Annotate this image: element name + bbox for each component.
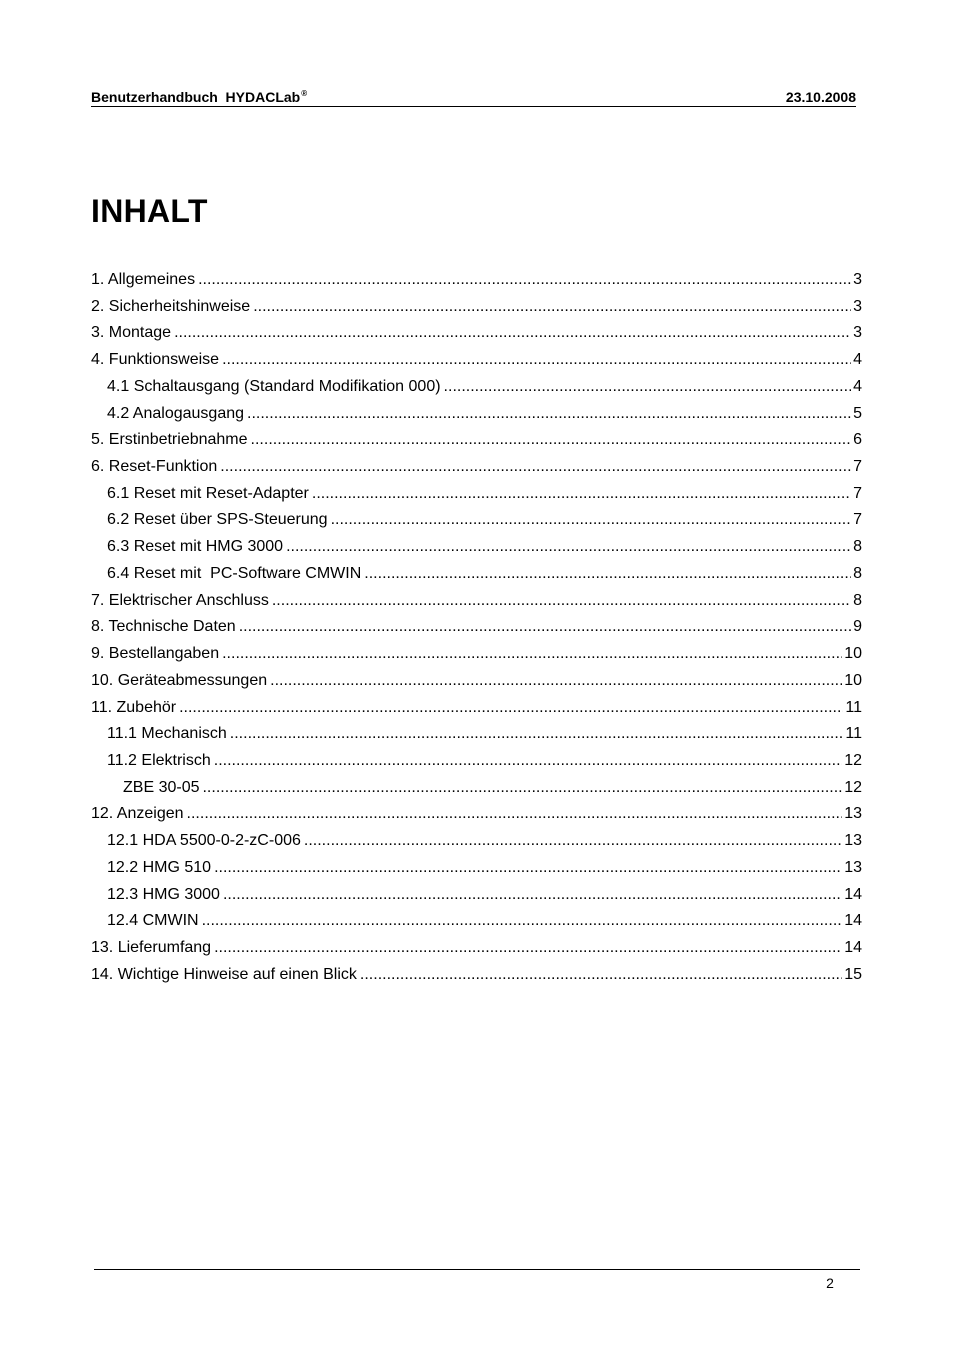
toc-entry-label: 10. Geräteabmessungen: [91, 671, 268, 689]
toc-entry-page: 10: [844, 671, 862, 689]
toc-entry[interactable]: [91, 268, 862, 295]
registered-mark: ®: [301, 89, 308, 98]
toc-entry-label: 11.1 Mechanisch: [107, 725, 227, 743]
document-title: [91, 88, 307, 106]
toc-entry-label: 4.2 Analogausgang: [107, 404, 245, 422]
toc-entry-page: 3: [853, 271, 862, 288]
toc-dot-leader: [222, 348, 851, 372]
toc-entry-page: 4: [853, 351, 862, 369]
toc-dot-leader: [331, 508, 852, 532]
toc-entry[interactable]: [91, 856, 862, 883]
toc-entry-page: 8: [853, 538, 862, 556]
toc-dot-leader: [272, 589, 851, 613]
toc-entry[interactable]: [91, 909, 862, 936]
toc-entry-page: 4: [853, 377, 862, 395]
document-title-text: Benutzerhandbuch HYDACLab: [91, 89, 301, 105]
toc-entry-label: 14. Wichtige Hinweise auf einen Blick: [91, 965, 357, 983]
toc-entry[interactable]: [91, 642, 862, 669]
toc-entry-page: 7: [853, 511, 862, 529]
toc-dot-leader: [239, 615, 851, 639]
toc-entry-label: 1. Allgemeines: [91, 271, 196, 288]
toc-dot-leader: [214, 856, 842, 880]
toc-entry-label: 6.3 Reset mit HMG 3000: [107, 538, 284, 556]
toc-dot-leader: [360, 963, 842, 987]
toc-entry-page: 3: [853, 297, 862, 315]
document-date: 23.10.2008: [785, 89, 856, 105]
toc-dot-leader: [214, 936, 842, 960]
toc-entry-page: 3: [853, 324, 862, 342]
toc-dot-leader: [230, 722, 844, 746]
toc-dot-leader: [214, 749, 842, 773]
toc-entry-label: 2. Sicherheitshinweise: [91, 297, 251, 315]
page-header: [91, 88, 856, 107]
toc-entry[interactable]: [91, 749, 862, 776]
toc-entry[interactable]: [91, 722, 862, 749]
toc-entry-label: 13. Lieferumfang: [91, 938, 212, 956]
toc-entry-label: 12.1 HDA 5500-0-2-zC-006: [107, 832, 301, 850]
toc-entry[interactable]: [91, 428, 862, 455]
toc-entry[interactable]: [91, 295, 862, 322]
toc-entry-label: 3. Montage: [91, 324, 172, 342]
toc-entry[interactable]: [91, 936, 862, 963]
page-heading: INHALT: [91, 193, 208, 229]
toc-entry-label: 8. Technische Daten: [91, 618, 236, 636]
table-of-contents: [91, 268, 862, 989]
toc-entry-page: 13: [844, 858, 862, 876]
toc-entry[interactable]: [91, 321, 862, 348]
toc-entry[interactable]: [91, 455, 862, 482]
toc-entry[interactable]: [91, 883, 862, 910]
toc-entry-label: 11. Zubehör: [91, 698, 177, 716]
toc-dot-leader: [247, 402, 851, 426]
footer-divider: [94, 1269, 860, 1270]
toc-dot-leader: [223, 883, 842, 907]
toc-entry-page: 6: [853, 431, 862, 449]
toc-entry-label: 4.1 Schaltausgang (Standard Modifikation 000): [107, 377, 441, 395]
toc-entry[interactable]: [91, 963, 862, 990]
toc-entry-label: 12. Anzeigen: [91, 805, 184, 823]
toc-dot-leader: [202, 909, 843, 933]
toc-entry[interactable]: [91, 508, 862, 535]
toc-entry-label: 11.2 Elektrisch: [107, 751, 211, 769]
toc-dot-leader: [253, 295, 851, 319]
toc-dot-leader: [187, 802, 843, 826]
toc-entry-label: 6.4 Reset mit PC-Software CMWIN: [107, 564, 362, 582]
toc-entry-page: 11: [845, 698, 862, 716]
toc-entry[interactable]: [91, 348, 862, 375]
toc-entry-page: 12: [844, 778, 862, 796]
toc-dot-leader: [179, 696, 843, 720]
toc-entry-label: 5. Erstinbetriebnahme: [91, 431, 248, 449]
toc-dot-leader: [286, 535, 851, 559]
toc-entry-page: 9: [853, 618, 862, 636]
toc-entry-page: 14: [844, 885, 862, 903]
toc-entry-label: ZBE 30-05: [123, 778, 200, 796]
toc-entry-page: 14: [844, 912, 862, 930]
toc-entry[interactable]: [91, 696, 862, 723]
toc-entry-page: 13: [844, 805, 862, 823]
toc-entry-page: 15: [844, 965, 862, 983]
toc-dot-leader: [220, 455, 851, 479]
toc-entry-label: 7. Elektrischer Anschluss: [91, 591, 269, 609]
toc-entry-label: 12.4 CMWIN: [107, 912, 199, 930]
toc-entry-page: 5: [853, 404, 862, 422]
toc-dot-leader: [312, 482, 851, 506]
toc-entry-page: 11: [845, 725, 862, 743]
toc-entry-page: 7: [853, 484, 862, 502]
toc-dot-leader: [251, 428, 852, 452]
toc-dot-leader: [198, 268, 851, 292]
toc-dot-leader: [174, 321, 851, 345]
toc-entry[interactable]: [91, 589, 862, 616]
toc-entry-page: 8: [853, 564, 862, 582]
toc-entry-label: 6. Reset-Funktion: [91, 458, 218, 476]
toc-dot-leader: [444, 375, 852, 399]
toc-entry-page: 12: [844, 751, 862, 769]
toc-entry[interactable]: [91, 562, 862, 589]
toc-entry-label: 9. Bestellangaben: [91, 645, 220, 663]
toc-entry[interactable]: [91, 615, 862, 642]
toc-entry[interactable]: [91, 482, 862, 509]
toc-entry-page: 8: [853, 591, 862, 609]
toc-entry[interactable]: [91, 375, 862, 402]
toc-entry[interactable]: [91, 402, 862, 429]
toc-entry-label: 12.2 HMG 510: [107, 858, 212, 876]
toc-dot-leader: [270, 669, 842, 693]
toc-dot-leader: [304, 829, 842, 853]
toc-entry-page: 14: [844, 938, 862, 956]
toc-dot-leader: [202, 776, 842, 800]
toc-entry-label: 12.3 HMG 3000: [107, 885, 220, 903]
toc-entry[interactable]: [91, 829, 862, 856]
toc-entry-label: 6.1 Reset mit Reset-Adapter: [107, 484, 309, 502]
toc-dot-leader: [222, 642, 842, 666]
toc-entry-page: 13: [844, 832, 862, 850]
toc-entry[interactable]: [91, 802, 862, 829]
toc-entry[interactable]: [91, 535, 862, 562]
toc-entry-label: 4. Funktionsweise: [91, 351, 220, 369]
toc-dot-leader: [364, 562, 851, 586]
toc-entry[interactable]: [91, 776, 862, 803]
page-number: 2: [826, 1275, 834, 1291]
toc-entry[interactable]: [91, 669, 862, 696]
toc-entry-page: 7: [853, 458, 862, 476]
toc-entry-page: 10: [844, 645, 862, 663]
toc-entry-label: 6.2 Reset über SPS-Steuerung: [107, 511, 328, 529]
